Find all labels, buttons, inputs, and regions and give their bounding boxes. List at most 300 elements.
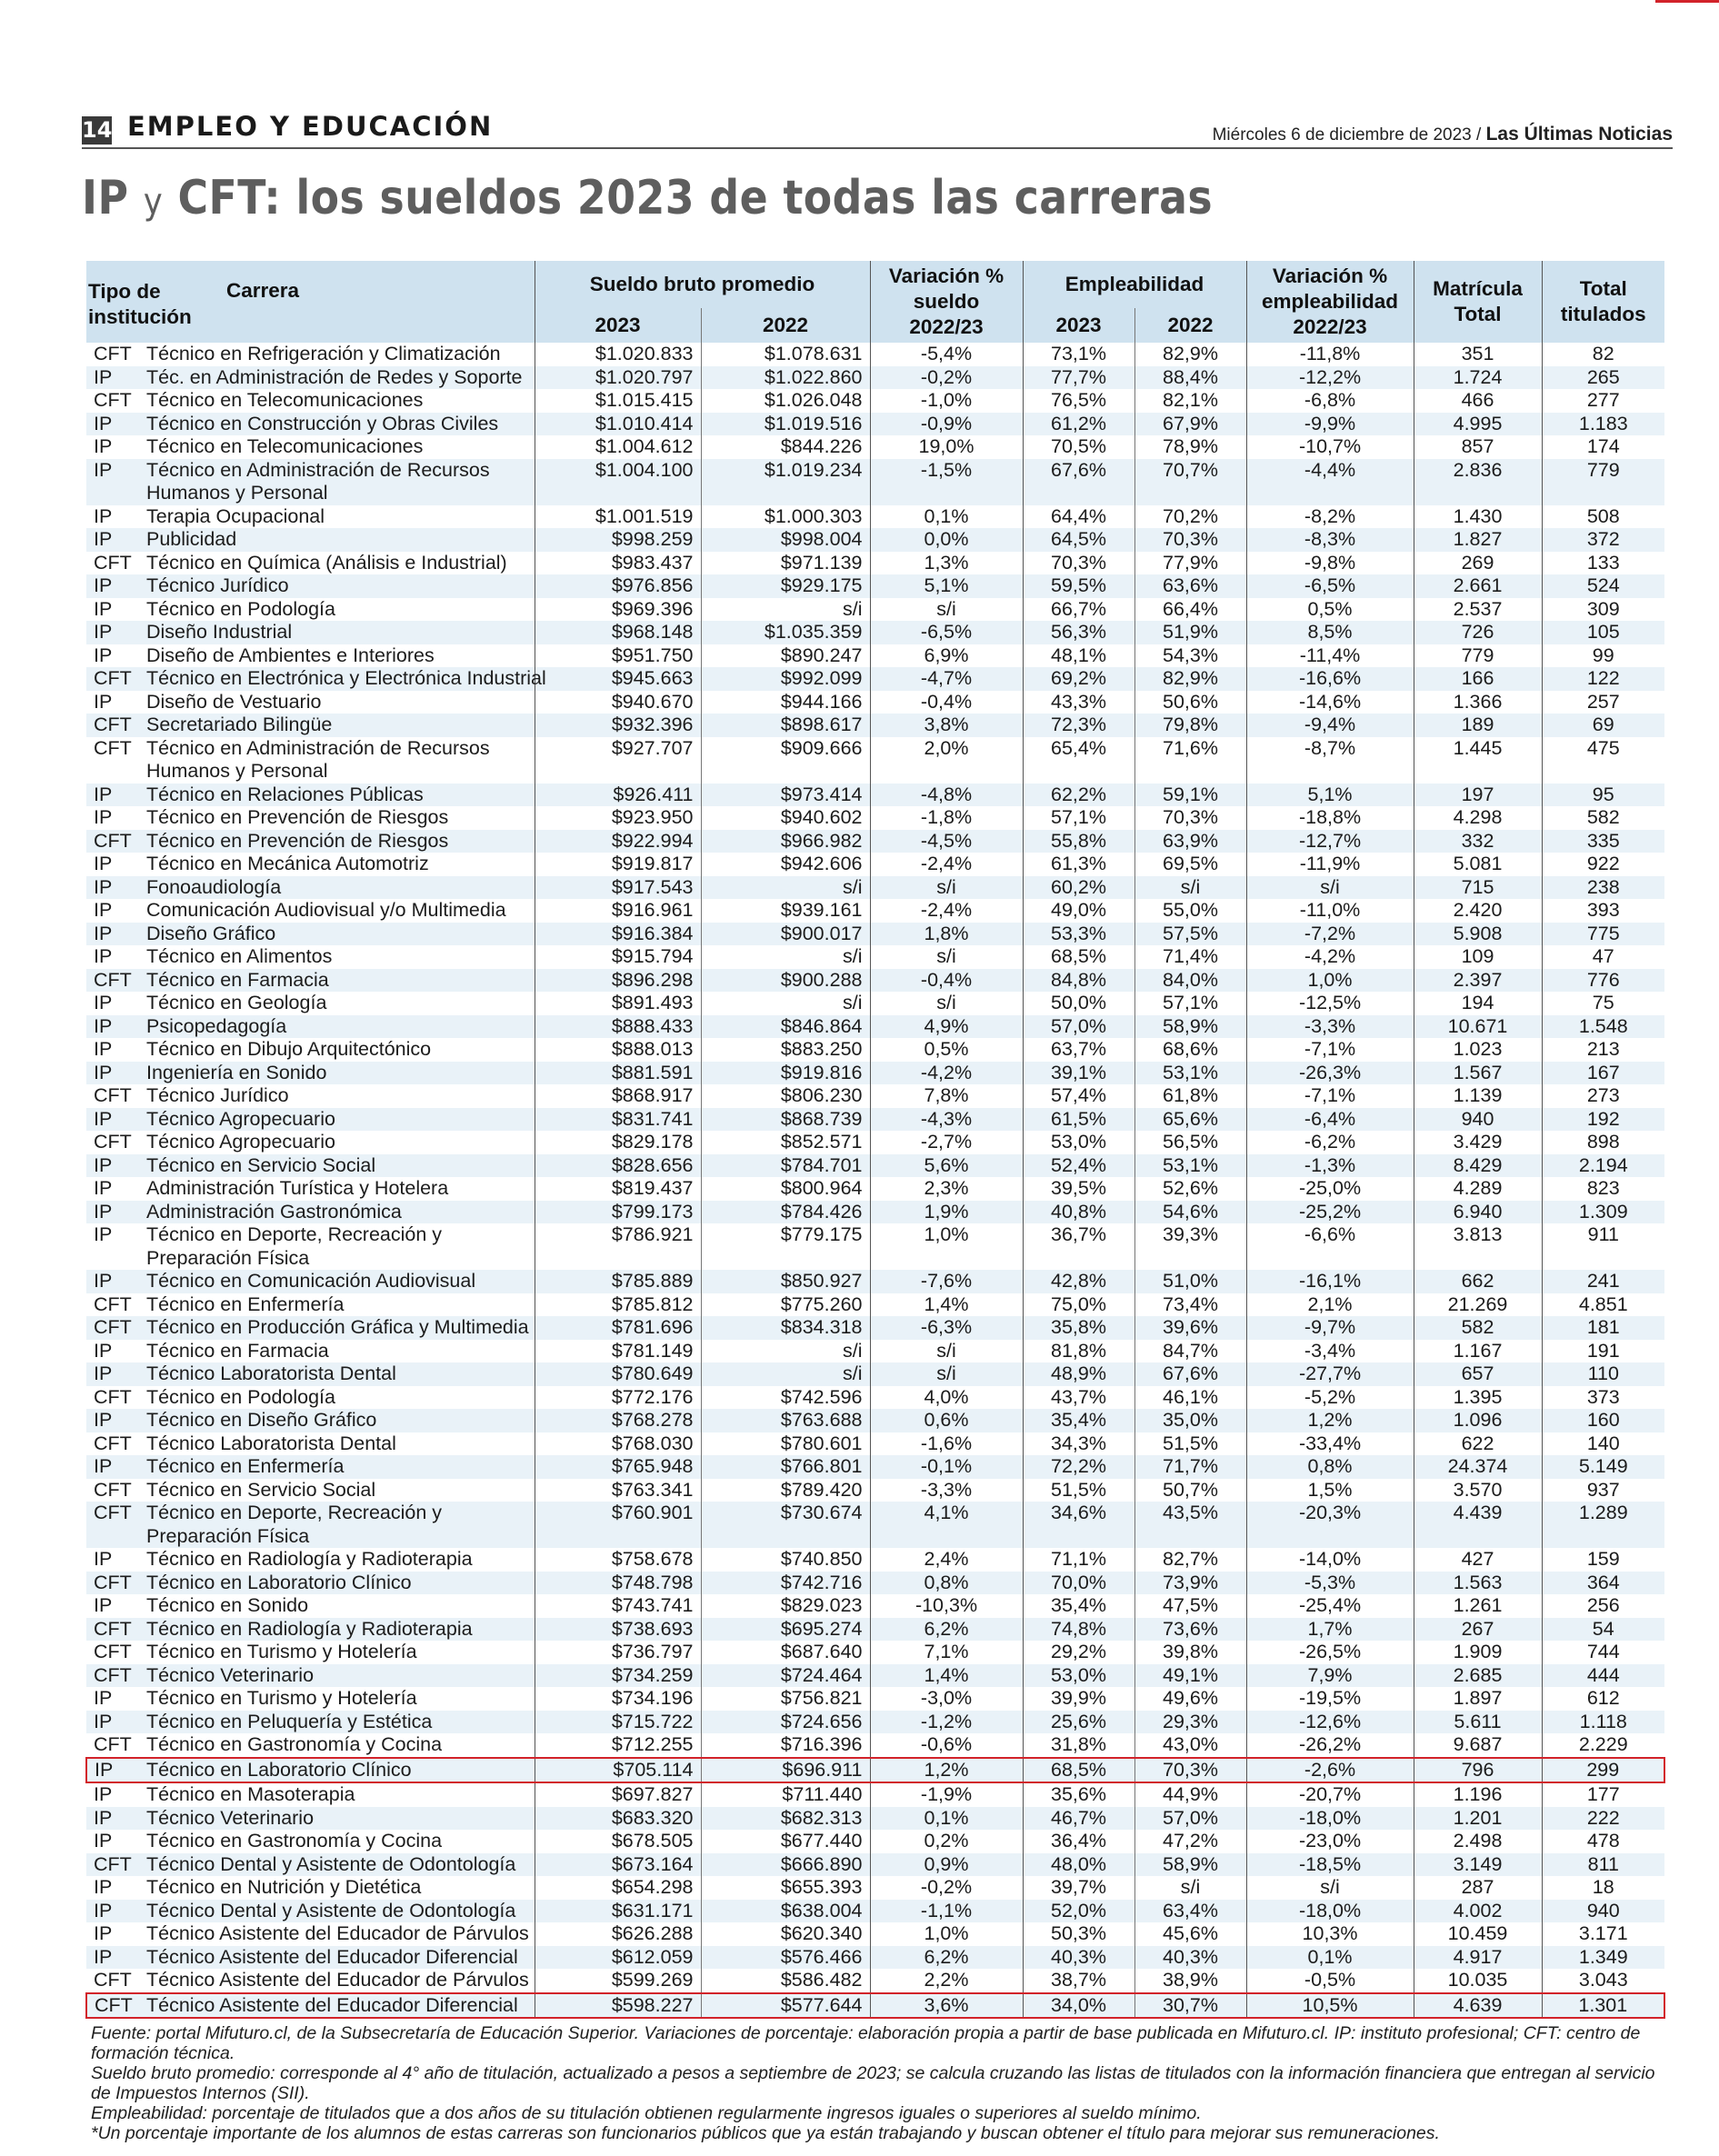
cell-sueldo-2023: $888.433 [535, 1015, 701, 1039]
cell-var-sueldo: 4,9% [870, 1015, 1023, 1039]
cell-matricula: 1.023 [1414, 1038, 1542, 1062]
cell-tipo: IP [94, 1594, 113, 1616]
cell-titulados: 911 [1542, 1223, 1664, 1270]
cell-sueldo-2022: $971.139 [701, 552, 870, 575]
cell-emp-2023: 59,5% [1023, 574, 1134, 598]
cell-var-emp: -6,8% [1246, 389, 1414, 413]
cell-titulados: 1.118 [1542, 1711, 1664, 1734]
cell-tipo: IP [86, 1062, 139, 1085]
cell-var-emp: -9,9% [1246, 413, 1414, 436]
cell-titulados: 444 [1542, 1664, 1664, 1688]
table-row [86, 1830, 1664, 1853]
cell-tipo: CFT [86, 1316, 139, 1340]
cell-matricula: 796 [1414, 1758, 1542, 1783]
cell-var-emp: 10,5% [1246, 1993, 1414, 2019]
cell-sueldo-2022: $966.982 [701, 830, 870, 853]
table-row [86, 552, 1664, 575]
cell-tipo: IP [94, 597, 113, 620]
cell-tipo: IP [94, 1223, 113, 1245]
cell-titulados: 937 [1542, 1479, 1664, 1502]
cell-tipo: IP [94, 1177, 113, 1199]
cell-var-sueldo: s/i [870, 598, 1023, 622]
cell-tipo: CFT [94, 1293, 132, 1315]
table-row [86, 366, 1664, 390]
cell-var-sueldo: -6,5% [870, 621, 1023, 644]
cell-emp-2022: 82,9% [1134, 343, 1246, 366]
cell-var-sueldo: 0,2% [870, 1830, 1023, 1853]
cell-carrera: Técnico en Deporte, Recreación y Preparación Física [139, 1502, 535, 1548]
table-row [86, 1572, 1664, 1595]
cell-matricula: 4.995 [1414, 413, 1542, 436]
cell-emp-2023: 35,6% [1023, 1782, 1134, 1807]
cell-carrera: Técnico en Producción Gráfica y Multimedia [139, 1316, 535, 1340]
cell-matricula: 3.429 [1414, 1131, 1542, 1154]
cell-sueldo-2022: $1.019.234 [701, 459, 870, 505]
cell-sueldo-2022: $852.571 [701, 1131, 870, 1154]
cell-titulados: 299 [1542, 1758, 1664, 1783]
cell-carrera: Técnico en Administración de Recursos Humanos y Personal [146, 736, 490, 782]
cell-tipo: IP [94, 1687, 113, 1709]
cell-titulados: 105 [1542, 621, 1664, 644]
cell-emp-2023: 39,7% [1023, 1876, 1134, 1900]
cell-titulados: 238 [1542, 876, 1664, 900]
cell-titulados: 256 [1542, 1594, 1664, 1618]
cell-emp-2023: 25,6% [1023, 1711, 1134, 1734]
cell-emp-2022: 50,7% [1134, 1479, 1246, 1502]
header-var-sueldo: Variación % sueldo 2022/23 [870, 261, 1023, 343]
cell-carrera: Técnico en Mecánica Automotriz [146, 853, 429, 874]
cell-emp-2022: 38,9% [1134, 1969, 1246, 1993]
cell-emp-2023: 76,5% [1023, 389, 1134, 413]
cell-sueldo-2023: $705.114 [535, 1758, 701, 1783]
cell-carrera: Técnico en Prevención de Riesgos [139, 830, 535, 853]
cell-emp-2022: 52,6% [1134, 1177, 1246, 1201]
cell-emp-2023: 57,4% [1023, 1084, 1134, 1108]
cell-emp-2023: 34,3% [1023, 1432, 1134, 1456]
cell-carrera: Técnico en Laboratorio Clínico [139, 1758, 535, 1783]
cell-sueldo-2023: $631.171 [535, 1900, 701, 1923]
cell-tipo: IP [86, 621, 139, 644]
cell-titulados: 99 [1542, 644, 1664, 668]
cell-var-sueldo: -0,2% [870, 1876, 1023, 1900]
cell-tipo: IP [86, 1270, 139, 1293]
cell-sueldo-2023: $781.149 [535, 1340, 701, 1363]
table-row [86, 1618, 1664, 1642]
cell-sueldo-2022: $1.022.860 [701, 366, 870, 390]
cell-emp-2023: 71,1% [1023, 1548, 1134, 1572]
cell-emp-2023: 66,7% [1023, 598, 1134, 622]
cell-var-emp: -0,5% [1246, 1969, 1414, 1993]
cell-tipo: IP [86, 1108, 139, 1132]
cell-titulados: 775 [1542, 923, 1664, 946]
cell-emp-2023: 72,3% [1023, 714, 1134, 737]
cell-emp-2022: 82,1% [1134, 389, 1246, 413]
cell-tipo: IP [86, 413, 139, 436]
cell-tipo: CFT [94, 1641, 132, 1662]
table-row [86, 1548, 1664, 1572]
corner-mark [1655, 0, 1719, 3]
cell-emp-2023: 43,3% [1023, 691, 1134, 714]
header-sueldo: Sueldo bruto promedio [535, 261, 870, 308]
cell-carrera: Secretariado Bilingüe [139, 714, 535, 737]
cell-sueldo-2023: $828.656 [535, 1154, 701, 1178]
table-row [86, 806, 1664, 830]
cell-var-emp: -18,0% [1246, 1900, 1414, 1923]
cell-matricula: 5.908 [1414, 923, 1542, 946]
cell-emp-2022: 68,6% [1134, 1038, 1246, 1062]
cell-sueldo-2022: $800.964 [701, 1177, 870, 1201]
cell-carrera: Técnico Asistente del Educador de Párvulos [146, 1922, 529, 1944]
cell-var-emp: -20,7% [1246, 1782, 1414, 1807]
table-row [86, 1853, 1664, 1877]
cell-tipo: CFT [86, 667, 139, 691]
cell-var-sueldo: 7,8% [870, 1084, 1023, 1108]
cell-titulados: 1.548 [1542, 1015, 1664, 1039]
cell-matricula: 2.397 [1414, 969, 1542, 993]
cell-sueldo-2022: $666.890 [701, 1853, 870, 1877]
cell-sueldo-2022: $620.340 [701, 1922, 870, 1946]
table-row [86, 1223, 1664, 1270]
cell-matricula: 166 [1414, 667, 1542, 691]
cell-var-emp: -6,5% [1246, 574, 1414, 598]
cell-var-sueldo: 1,2% [870, 1758, 1023, 1783]
cell-var-sueldo: -4,7% [870, 667, 1023, 691]
table-row [86, 389, 1664, 413]
cell-sueldo-2023: $760.901 [535, 1502, 701, 1548]
cell-emp-2023: 57,0% [1023, 1015, 1134, 1039]
cell-titulados: 4.851 [1542, 1293, 1664, 1317]
cell-emp-2022: 45,6% [1134, 1922, 1246, 1946]
cell-carrera: Diseño de Vestuario [146, 690, 322, 713]
cell-var-sueldo: -2,7% [870, 1131, 1023, 1154]
cell-sueldo-2023: $831.741 [535, 1108, 701, 1132]
table-row [86, 992, 1664, 1015]
cell-var-emp: -9,7% [1246, 1316, 1414, 1340]
cell-titulados: 3.171 [1542, 1922, 1664, 1946]
cell-var-emp: -20,3% [1246, 1502, 1414, 1548]
table-row [86, 1711, 1664, 1734]
table-row [86, 1131, 1664, 1154]
section-title: EMPLEO Y EDUCACIÓN [127, 111, 494, 142]
table-row [86, 1782, 1664, 1807]
cell-emp-2023: 35,4% [1023, 1594, 1134, 1618]
cell-var-emp: -9,8% [1246, 552, 1414, 575]
cell-var-sueldo: 1,3% [870, 552, 1023, 575]
table-row [86, 737, 1664, 784]
cell-var-sueldo: -5,4% [870, 343, 1023, 366]
cell-var-sueldo: 4,0% [870, 1386, 1023, 1410]
cell-sueldo-2023: $916.961 [535, 899, 701, 923]
cell-titulados: 373 [1542, 1386, 1664, 1410]
cell-sueldo-2023: $683.320 [535, 1807, 701, 1831]
cell-titulados: 75 [1542, 992, 1664, 1015]
footnotes [91, 2023, 1664, 2143]
cell-matricula: 779 [1414, 644, 1542, 668]
cell-sueldo-2022: $1.019.516 [701, 413, 870, 436]
cell-carrera: Técnico Veterinario [139, 1807, 535, 1831]
table-row [86, 1015, 1664, 1039]
cell-tipo: CFT [94, 1385, 132, 1408]
cell-emp-2023: 72,2% [1023, 1455, 1134, 1479]
cell-sueldo-2022: $940.602 [701, 806, 870, 830]
cell-sueldo-2023: $1.001.519 [535, 505, 701, 529]
cell-emp-2023: 31,8% [1023, 1733, 1134, 1758]
cell-tipo: IP [86, 1946, 139, 1970]
cell-sueldo-2022: $740.850 [701, 1548, 870, 1572]
cell-var-emp: -6,2% [1246, 1131, 1414, 1154]
table-row [86, 1758, 1664, 1783]
cell-emp-2023: 64,5% [1023, 528, 1134, 552]
cell-var-emp: 2,1% [1246, 1293, 1414, 1317]
cell-var-emp: -4,4% [1246, 459, 1414, 505]
cell-var-sueldo: 2,4% [870, 1548, 1023, 1572]
cell-sueldo-2022: $784.701 [701, 1154, 870, 1178]
cell-sueldo-2023: $626.288 [535, 1922, 701, 1946]
cell-titulados: 1.183 [1542, 413, 1664, 436]
cell-carrera: Técnico en Deporte, Recreación y Preparación Física [146, 1223, 443, 1269]
cell-emp-2022: 47,2% [1134, 1830, 1246, 1853]
cell-sueldo-2022: $576.466 [701, 1946, 870, 1970]
headline-part-1: IP [82, 171, 129, 225]
cell-matricula: 109 [1414, 945, 1542, 969]
cell-emp-2022: 67,6% [1134, 1362, 1246, 1386]
cell-sueldo-2022: s/i [701, 1362, 870, 1386]
cell-tipo: IP [94, 1339, 113, 1362]
cell-emp-2023: 34,6% [1023, 1502, 1134, 1548]
header-row-1 [86, 261, 1664, 308]
cell-tipo: IP [86, 1362, 139, 1386]
cell-var-emp: 0,1% [1246, 1946, 1414, 1970]
table-row [86, 528, 1664, 552]
cell-matricula: 1.567 [1414, 1062, 1542, 1085]
cell-carrera: Técnico en Telecomunicaciones [146, 389, 424, 411]
cell-matricula: 1.897 [1414, 1687, 1542, 1711]
cell-emp-2022: 43,0% [1134, 1733, 1246, 1758]
cell-emp-2023: 73,1% [1023, 343, 1134, 366]
cell-carrera: Técnico en Farmacia [146, 1339, 329, 1362]
cell-sueldo-2023: $599.269 [535, 1969, 701, 1993]
cell-carrera: Técnico en Turismo y Hotelería [146, 1687, 417, 1709]
cell-matricula: 1.563 [1414, 1572, 1542, 1595]
cell-var-sueldo: 1,4% [870, 1293, 1023, 1317]
table-row [86, 1641, 1664, 1664]
cell-matricula: 269 [1414, 552, 1542, 575]
cell-tipo: CFT [86, 1502, 139, 1548]
cell-emp-2023: 56,3% [1023, 621, 1134, 644]
cell-emp-2022: s/i [1134, 876, 1246, 900]
cell-emp-2023: 75,0% [1023, 1293, 1134, 1317]
cell-emp-2022: 35,0% [1134, 1409, 1246, 1432]
cell-tipo: IP [86, 1015, 139, 1039]
table-row [86, 899, 1664, 923]
cell-emp-2023: 52,0% [1023, 1900, 1134, 1923]
cell-var-emp: -18,0% [1246, 1807, 1414, 1831]
cell-var-emp: -14,6% [1246, 691, 1414, 714]
cell-tipo: CFT [86, 969, 139, 993]
cell-titulados: 191 [1542, 1340, 1664, 1363]
cell-sueldo-2022: $909.666 [701, 737, 870, 784]
cell-sueldo-2022: $742.596 [701, 1386, 870, 1410]
table-row [86, 1062, 1664, 1085]
cell-tipo: IP [94, 644, 113, 666]
cell-var-sueldo: 6,9% [870, 644, 1023, 668]
cell-titulados: 133 [1542, 552, 1664, 575]
cell-sueldo-2022: $695.274 [701, 1618, 870, 1642]
cell-carrera: Téc. en Administración de Redes y Soporte [139, 366, 535, 390]
cell-emp-2023: 70,3% [1023, 552, 1134, 575]
cell-sueldo-2022: s/i [701, 876, 870, 900]
cell-sueldo-2022: $1.000.303 [701, 505, 870, 529]
table-row [86, 1664, 1664, 1688]
cell-carrera: Técnico en Administración de Recursos Humanos y Personal [139, 459, 535, 505]
cell-tipo: IP [94, 992, 113, 1013]
table-row [86, 413, 1664, 436]
cell-carrera: Ingeniería en Sonido [139, 1062, 535, 1085]
cell-sueldo-2023: $736.797 [535, 1641, 701, 1664]
table-row [86, 923, 1664, 946]
cell-sueldo-2022: $890.247 [701, 644, 870, 668]
cell-emp-2023: 70,5% [1023, 435, 1134, 459]
cell-titulados: 309 [1542, 598, 1664, 622]
cell-var-emp: -12,2% [1246, 366, 1414, 390]
cell-emp-2023: 65,4% [1023, 737, 1134, 784]
cell-tipo: IP [86, 1455, 139, 1479]
table-row [86, 1432, 1664, 1456]
cell-emp-2022: 73,9% [1134, 1572, 1246, 1595]
cell-emp-2023: 46,7% [1023, 1807, 1134, 1831]
cell-var-emp: -18,5% [1246, 1853, 1414, 1877]
cell-sueldo-2022: $586.482 [701, 1969, 870, 1993]
cell-var-sueldo: -7,6% [870, 1270, 1023, 1293]
cell-carrera: Técnico en Refrigeración y Climatización [146, 343, 501, 364]
cell-emp-2023: 53,3% [1023, 923, 1134, 946]
cell-sueldo-2022: $900.017 [701, 923, 870, 946]
cell-matricula: 9.687 [1414, 1733, 1542, 1758]
cell-tipo: IP [94, 806, 113, 828]
cell-emp-2022: 54,6% [1134, 1201, 1246, 1224]
publication-date: Miércoles 6 de diciembre de 2023 / [1212, 125, 1482, 145]
cell-sueldo-2022: $756.821 [701, 1687, 870, 1711]
cell-emp-2022: 29,3% [1134, 1711, 1246, 1734]
cell-emp-2022: 70,3% [1134, 1758, 1246, 1783]
cell-var-sueldo: 5,6% [870, 1154, 1023, 1178]
cell-carrera: Diseño Industrial [139, 621, 535, 644]
cell-sueldo-2022: $942.606 [701, 853, 870, 876]
cell-emp-2022: 46,1% [1134, 1386, 1246, 1410]
cell-sueldo-2022: $742.716 [701, 1572, 870, 1595]
cell-sueldo-2023: $743.741 [535, 1594, 701, 1618]
cell-sueldo-2023: $1.020.797 [535, 366, 701, 390]
cell-titulados: 364 [1542, 1572, 1664, 1595]
cell-matricula: 10.671 [1414, 1015, 1542, 1039]
cell-emp-2023: 53,0% [1023, 1131, 1134, 1154]
cell-matricula: 267 [1414, 1618, 1542, 1642]
cell-sueldo-2022: s/i [701, 1340, 870, 1363]
cell-var-emp: s/i [1246, 876, 1414, 900]
cell-carrera: Técnico en Podología [146, 597, 335, 620]
cell-sueldo-2022: $806.230 [701, 1084, 870, 1108]
cell-var-emp: -1,3% [1246, 1154, 1414, 1178]
cell-sueldo-2023: $768.030 [535, 1432, 701, 1456]
cell-matricula: 4.439 [1414, 1502, 1542, 1548]
cell-emp-2022: 39,6% [1134, 1316, 1246, 1340]
header-emp-2023: 2023 [1023, 308, 1134, 343]
cell-matricula: 1.724 [1414, 366, 1542, 390]
cell-var-emp: -8,3% [1246, 528, 1414, 552]
cell-var-sueldo: 1,4% [870, 1664, 1023, 1688]
cell-tipo: IP [94, 853, 113, 874]
table-row [86, 1316, 1664, 1340]
cell-var-sueldo: -3,0% [870, 1687, 1023, 1711]
cell-tipo: CFT [94, 1084, 132, 1106]
cell-emp-2023: 39,5% [1023, 1177, 1134, 1201]
cell-sueldo-2022: $775.260 [701, 1293, 870, 1317]
cell-var-emp: -5,2% [1246, 1386, 1414, 1410]
cell-matricula: 189 [1414, 714, 1542, 737]
cell-tipo: CFT [94, 1131, 132, 1153]
cell-matricula: 726 [1414, 621, 1542, 644]
header-tipo: Tipo de institución [88, 280, 192, 328]
cell-var-sueldo: -4,8% [870, 784, 1023, 807]
header-sueldo-2023: 2023 [535, 308, 701, 343]
cell-emp-2022: 44,9% [1134, 1782, 1246, 1807]
cell-emp-2022: 79,8% [1134, 714, 1246, 737]
table-row [86, 1409, 1664, 1432]
cell-emp-2022: 55,0% [1134, 899, 1246, 923]
table-row [86, 969, 1664, 993]
table-row [86, 1201, 1664, 1224]
cell-sueldo-2023: $868.917 [535, 1084, 701, 1108]
table-row [86, 505, 1664, 529]
cell-titulados: 922 [1542, 853, 1664, 876]
cell-emp-2022: s/i [1134, 1876, 1246, 1900]
cell-carrera: Técnico Laboratorista Dental [139, 1362, 535, 1386]
cell-sueldo-2022: $763.688 [701, 1409, 870, 1432]
cell-var-sueldo: 2,3% [870, 1177, 1023, 1201]
cell-var-sueldo: 0,1% [870, 505, 1023, 529]
cell-emp-2022: 67,9% [1134, 413, 1246, 436]
cell-emp-2023: 35,8% [1023, 1316, 1134, 1340]
cell-sueldo-2023: $1.010.414 [535, 413, 701, 436]
cell-tipo: CFT [86, 714, 139, 737]
cell-carrera: Técnico Laboratorista Dental [146, 1432, 396, 1454]
cell-titulados: 95 [1542, 784, 1664, 807]
cell-sueldo-2022: $655.393 [701, 1876, 870, 1900]
cell-carrera: Técnico Asistente del Educador de Párvulos [146, 1969, 529, 1991]
cell-carrera: Comunicación Audiovisual y/o Multimedia [146, 899, 506, 921]
cell-sueldo-2023: $758.678 [535, 1548, 701, 1572]
cell-var-emp: -3,4% [1246, 1340, 1414, 1363]
salary-table [85, 261, 1665, 2019]
cell-sueldo-2023: $926.411 [535, 784, 701, 807]
cell-matricula: 24.374 [1414, 1455, 1542, 1479]
cell-sueldo-2022: $677.440 [701, 1830, 870, 1853]
cell-tipo: IP [86, 1201, 139, 1224]
cell-sueldo-2023: $829.178 [535, 1131, 701, 1154]
cell-titulados: 265 [1542, 366, 1664, 390]
cell-var-sueldo: s/i [870, 945, 1023, 969]
cell-emp-2023: 40,3% [1023, 1946, 1134, 1970]
cell-sueldo-2022: $829.023 [701, 1594, 870, 1618]
cell-var-sueldo: 0,0% [870, 528, 1023, 552]
cell-carrera: Técnico en Peluquería y Estética [139, 1711, 535, 1734]
cell-matricula: 194 [1414, 992, 1542, 1015]
cell-var-emp: -6,6% [1246, 1223, 1414, 1270]
cell-matricula: 662 [1414, 1270, 1542, 1293]
cell-emp-2022: 39,8% [1134, 1641, 1246, 1664]
table-row [86, 598, 1664, 622]
cell-var-emp: -4,2% [1246, 945, 1414, 969]
